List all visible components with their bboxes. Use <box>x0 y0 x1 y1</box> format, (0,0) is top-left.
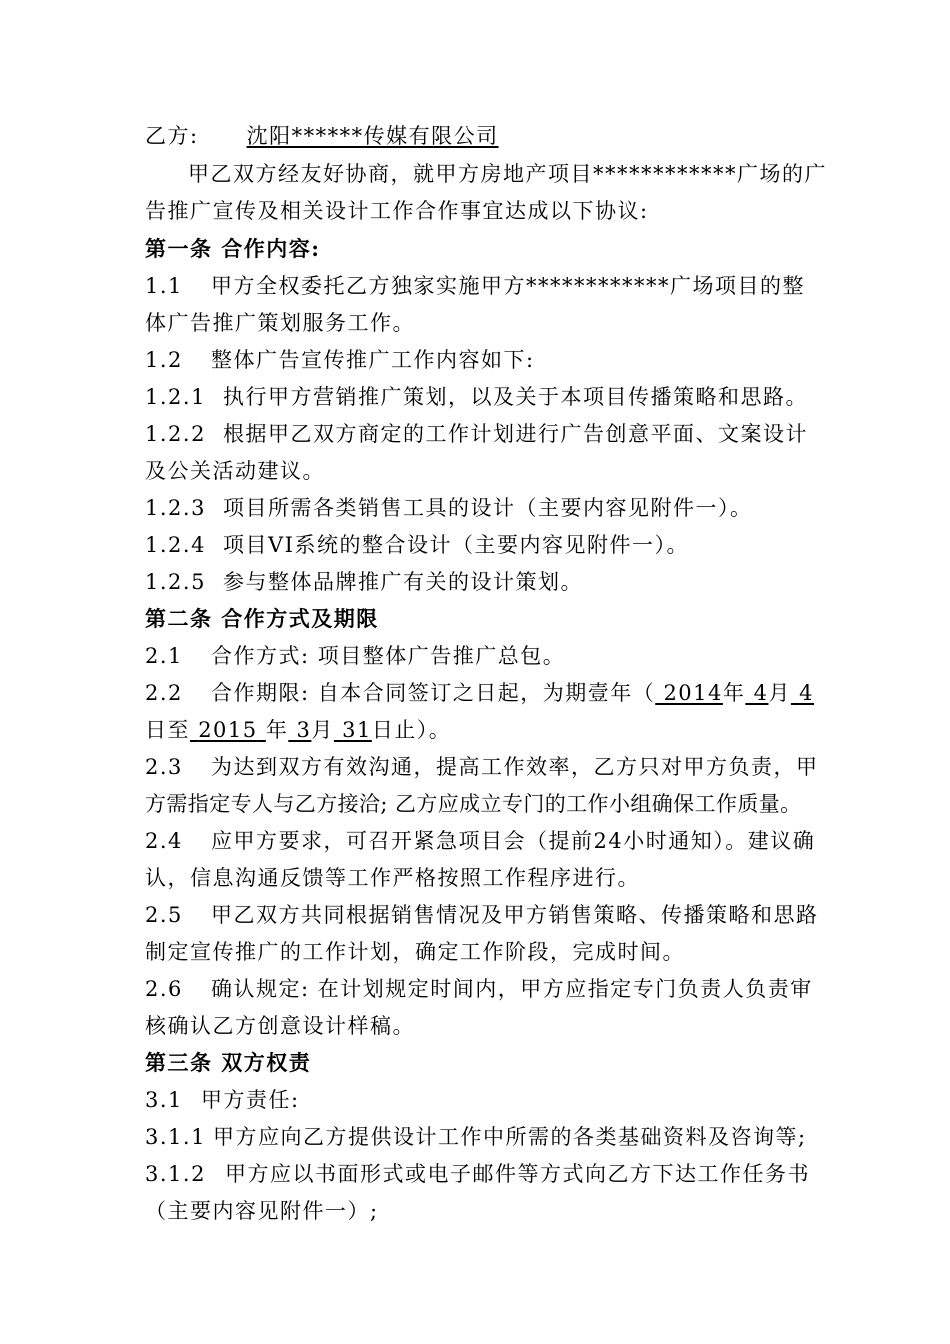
article-1-title: 第一条 合作内容: <box>145 236 321 261</box>
clause-number: 3.1 <box>145 1088 183 1112</box>
end-month: 3 <box>296 718 312 742</box>
clause-2-5: 2.5 甲乙双方共同根据销售情况及甲方销售策略、传播策略和思路 <box>145 903 819 927</box>
clause-number: 3.1.2 <box>145 1162 206 1186</box>
clause-1-2-4: 1.2.4 项目VI系统的整合设计（主要内容见附件一）。 <box>145 533 689 557</box>
clause-number: 2.2 <box>145 681 183 705</box>
start-year: 2014 <box>663 681 723 705</box>
clause-1-2-3: 1.2.3 项目所需各类销售工具的设计（主要内容见附件一）。 <box>145 496 753 520</box>
party-b-label: 乙方: <box>145 124 199 148</box>
clause-2-4: 2.4 应甲方要求，可召开紧急项目会（提前24小时通知）。建议确 <box>145 829 816 853</box>
clause-2-2-cont: 日至 2015 年 3月 31日止）。 <box>145 718 452 742</box>
clause-3-1: 3.1 甲方责任: <box>145 1088 300 1112</box>
clause-3-1-2: 3.1.2 甲方应以书面形式或电子邮件等方式向乙方下达工作任务书 <box>145 1162 810 1186</box>
clause-3-1-2-cont: （主要内容见附件一）; <box>145 1199 379 1223</box>
intro-line-2: 告推广宣传及相关设计工作合作事宜达成以下协议: <box>145 199 649 223</box>
article-3-title: 第三条 双方权责 <box>145 1050 312 1075</box>
party-b-line <box>145 122 860 150</box>
clause-number: 1.1 <box>145 274 183 298</box>
clause-number: 2.5 <box>145 903 183 927</box>
clause-3-1-1: 3.1.1 甲方应向乙方提供设计工作中所需的各类基础资料及咨询等; <box>145 1125 807 1149</box>
clause-number: 2.6 <box>145 977 183 1001</box>
intro-line-1: 甲乙双方经友好协商，就甲方房地产项目************广场的广 <box>188 162 827 186</box>
clause-2-3: 2.3 为达到双方有效沟通，提高工作效率，乙方只对甲方负责，甲 <box>145 755 819 779</box>
clause-2-6: 2.6 确认规定: 在计划规定时间内，甲方应指定专门负责人负责审 <box>145 977 813 1001</box>
clause-1-2-2: 1.2.2 根据甲乙双方商定的工作计划进行广告创意平面、文案设计 <box>145 422 808 446</box>
party-b-name: 沈阳******传媒有限公司 <box>246 124 499 148</box>
clause-2-4-cont: 认，信息沟通反馈等工作严格按照工作程序进行。 <box>145 866 640 890</box>
clause-1-1-cont: 体广告推广策划服务工作。 <box>145 311 415 335</box>
clause-1-2-5: 1.2.5 参与整体品牌推广有关的设计策划。 <box>145 570 583 594</box>
clause-2-2: 2.2 合作期限: 自本合同签订之日起，为期壹年（ 2014年 4月 4 <box>145 681 815 705</box>
clause-2-1: 2.1 合作方式: 项目整体广告推广总包。 <box>145 644 566 668</box>
clause-1-2-2-cont: 及公关活动建议。 <box>145 459 325 483</box>
end-year: 2015 <box>198 718 258 742</box>
clause-number: 1.2.2 <box>145 422 206 446</box>
clause-number: 1.2.5 <box>145 570 206 594</box>
clause-number: 1.2.1 <box>145 385 206 409</box>
clause-2-5-cont: 制定宣传推广的工作计划，确定工作阶段，完成时间。 <box>145 940 685 964</box>
clause-number: 2.1 <box>145 644 183 668</box>
start-day: 4 <box>799 681 815 705</box>
clause-1-2-1: 1.2.1 执行甲方营销推广策划，以及关于本项目传播策略和思路。 <box>145 385 808 409</box>
clause-number: 1.2 <box>145 348 183 372</box>
clause-1-1: 1.1 甲方全权委托乙方独家实施甲方************广场项目的整 <box>145 274 805 298</box>
start-month: 4 <box>753 681 769 705</box>
clause-number: 3.1.1 <box>145 1125 206 1149</box>
clause-number: 2.3 <box>145 755 183 779</box>
clause-2-6-cont: 核确认乙方创意设计样稿。 <box>145 1014 415 1038</box>
end-day: 31 <box>342 718 372 742</box>
clause-1-2: 1.2 整体广告宣传推广工作内容如下: <box>145 348 535 372</box>
clause-number: 1.2.3 <box>145 496 206 520</box>
clause-number: 1.2.4 <box>145 533 206 557</box>
clause-2-3-cont: 方需指定专人与乙方接洽; 乙方应成立专门的工作小组确保工作质量。 <box>145 792 802 816</box>
clause-number: 2.4 <box>145 829 183 853</box>
article-2-title: 第二条 合作方式及期限 <box>145 606 379 631</box>
